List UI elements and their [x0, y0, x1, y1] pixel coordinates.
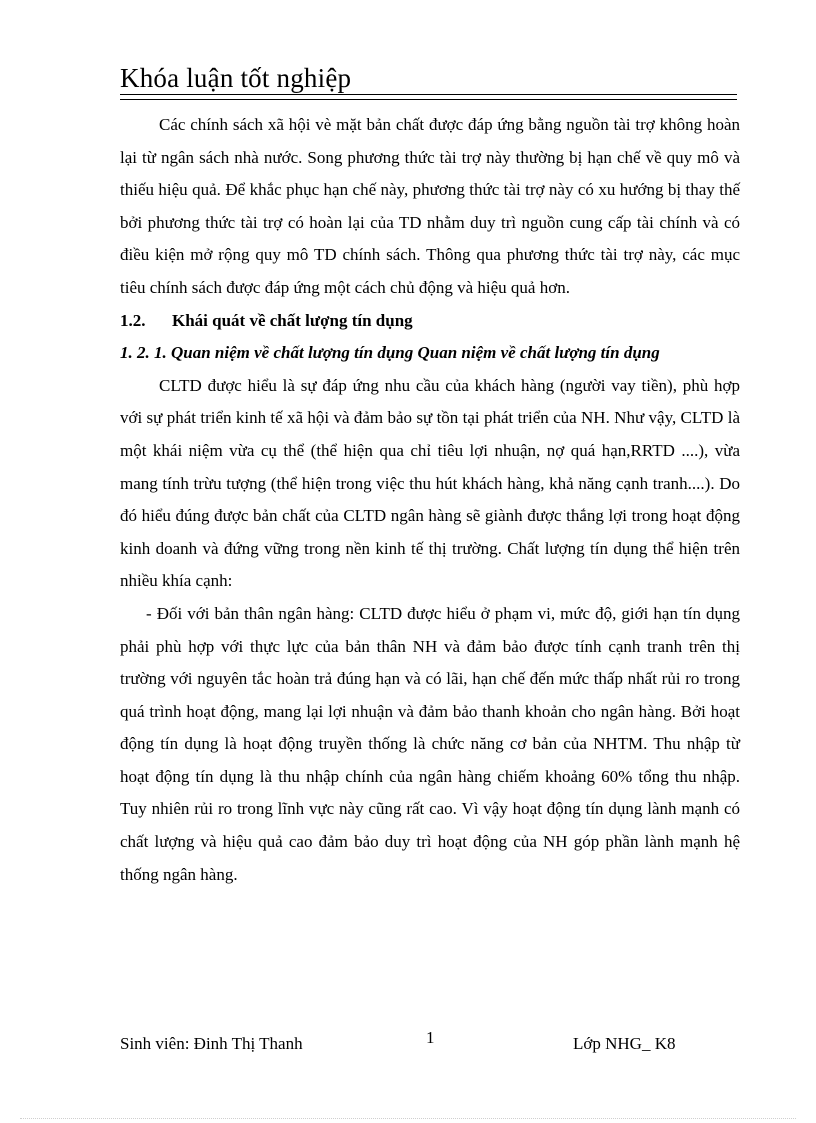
page-footer [120, 1028, 740, 1064]
paragraph-3: - Đối với bản thân ngân hàng: CLTD được hiểu ở phạm vi, mức độ, giới hạn tín dụng phải phù hợp với thực lực của bản thân NH và đảm bảo được tính cạnh tranh trên thị trường với nguyên tắc hoàn trả đúng hạn và có lãi, hạn chế đến mức thấp nhất rủi ro trong quá trình hoạt động, mang lại lợi nhuận và đảm bảo thanh khoản cho ngân hàng. Bởi hoạt động tín dụng là hoạt động truyền thống là chức năng cơ bản của NHTM. Thu nhập từ hoạt động tín dụng là thu nhập chính của ngân hàng chiếm khoảng 60% tổng thu nhập. Tuy nhiên rủi ro trong lĩnh vực này cũng rất cao. Vì vậy hoạt động tín dụng lành mạnh có chất lượng và hiệu quả cao đảm bảo duy trì hoạt động của NH góp phần lành mạnh hệ thống ngân hàng. [120, 603, 740, 884]
body-text [120, 109, 740, 891]
footer-class: Lớp NHG_ K8 [573, 1034, 676, 1053]
footer-student-name: Sinh viên: Đinh Thị Thanh [120, 1034, 303, 1053]
paragraph-2: CLTD được hiểu là sự đáp ứng nhu cầu của khách hàng (người vay tiền), phù hợp với sự phát triển kinh tế xã hội và đảm bảo sự tồn tại phát triển của NH. Như vậy, CLTD là một khái niệm vừa cụ thể (thể hiện qua chỉ tiêu lợi nhuận, nợ quá hạn,RRTD ....), vừa mang tính trừu tượng (thể hiện trong việc thu hút khách hàng, khả năng cạnh tranh....). Do đó hiểu đúng được bản chất của CLTD ngân hàng sẽ giành được thắng lợi trong hoạt động kinh doanh và đứng vững trong nền kinh tế thị trường. Chất lượng tín dụng thể hiện trên nhiều khía cạnh: [120, 375, 740, 591]
section-heading-text: Khái quát về chất lượng tín dụng [172, 310, 413, 330]
subsection-heading: 1. 2. 1. Quan niệm về chất lượng tín dụng Quan niệm về chất lượng tín dụng [120, 343, 660, 363]
page-bottom-dotted-edge [20, 1118, 796, 1119]
footer-page-number: 1 [426, 1028, 435, 1047]
header-double-rule [120, 94, 737, 100]
section-number: 1.2. [120, 310, 146, 330]
header-title: Khóa luận tốt nghiệp [120, 63, 352, 93]
section-heading [120, 305, 740, 338]
paragraph-1: Các chính sách xã hội vè mặt bản chất được đáp ứng bằng nguồn tài trợ không hoàn lại từ ngân sách nhà nước. Song phương thức tài trợ này thường bị hạn chế về quy mô và thiếu hiệu quả. Để khắc phục hạn chế này, phương thức tài trợ này có xu hướng bị thay thế bởi phương thức tài trợ có hoàn lại của TD nhằm duy trì nguồn cung cấp tài chính và có điều kiện mở rộng quy mô TD chính sách. Thông qua phương thức tài trợ này, các mục tiêu chính sách được đáp ứng một cách chủ động và hiệu quả hơn. [120, 115, 740, 297]
